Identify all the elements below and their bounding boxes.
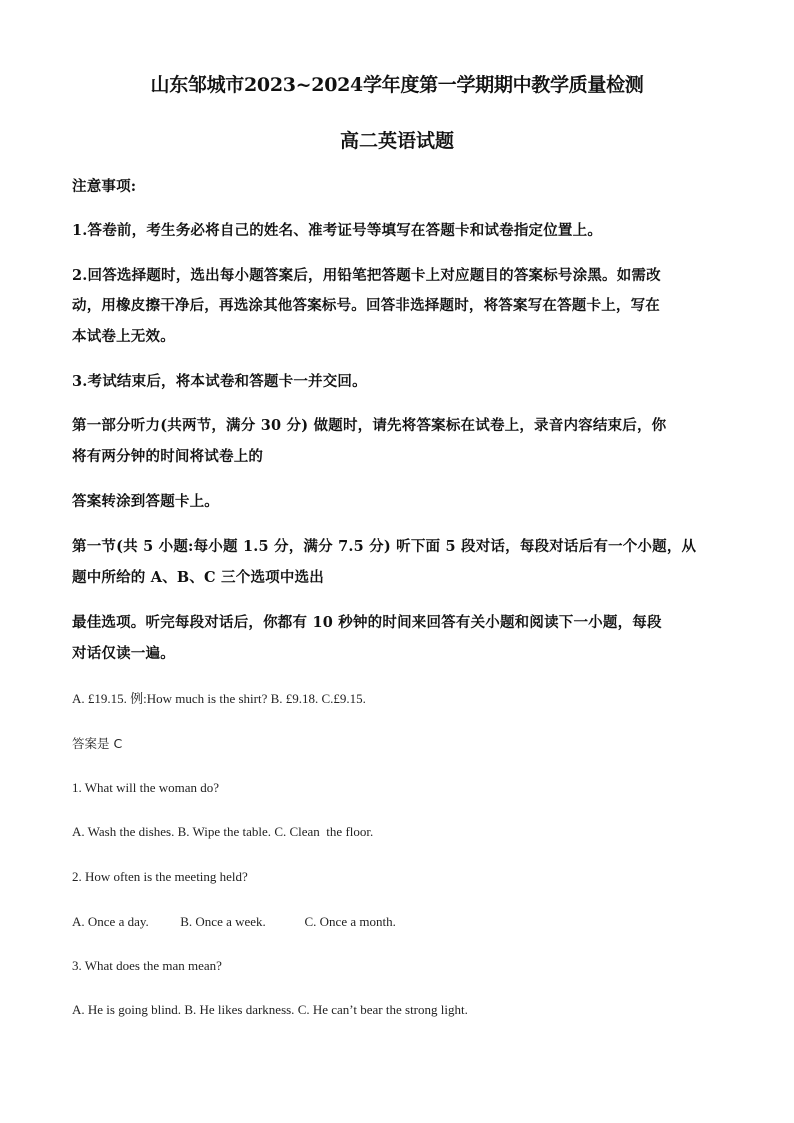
question-3-options xyxy=(72,1001,722,1019)
question-2-stem: 2. How often is the meeting held? xyxy=(72,869,248,884)
example-question: A. £19.15. 例:How much is the shirt? B. £9.18. C.£9.15. xyxy=(72,691,366,706)
question-3-option-b[interactable]: B. He likes darkness. xyxy=(184,1002,295,1017)
question-3-option-a[interactable]: A. He is going blind. xyxy=(72,1002,182,1017)
notice-heading: 注意事项: xyxy=(72,178,137,195)
question-2-option-a[interactable]: A. Once a day. xyxy=(72,914,149,929)
section1-line-2: 题中所给的 A、B、C 三个选项中选出 xyxy=(72,569,324,586)
question-2-option-c[interactable]: C. Once a month. xyxy=(304,914,396,929)
exam-subtitle: 高二英语试题 xyxy=(339,130,454,152)
question-1-option-b[interactable]: B. Wipe the table. xyxy=(177,824,272,839)
part1-line-1: 第一部分听力(共两节，满分 30 分) 做题时，请先将答案标在试卷上，录音内容结束后，你 xyxy=(72,417,667,434)
question-1-option-c[interactable]: C. Clean the floor. xyxy=(274,824,374,839)
question-1-stem: 1. What will the woman do? xyxy=(72,780,220,795)
part1-line-2: 将有两分钟的时间将试卷上的 xyxy=(72,448,264,465)
section1-line-4: 对话仅读一遍。 xyxy=(72,645,175,662)
question-2-options xyxy=(72,913,722,931)
example-answer: 答案是 C xyxy=(72,736,123,751)
notice-item-2-line-1: 2.回答选择题时，选出每小题答案后，用铅笔把答题卡上对应题目的答案标号涂黑。如需改 xyxy=(72,267,661,284)
notice-item-3: 3.考试结束后，将本试卷和答题卡一并交回。 xyxy=(72,373,367,390)
exam-title: 山东邹城市2023~2024学年度第一学期期中教学质量检测 xyxy=(150,74,644,96)
notice-item-1: 1.答卷前，考生务必将自己的姓名、准考证号等填写在答题卡和试卷指定位置上。 xyxy=(72,222,603,239)
notice-item-2-line-3: 本试卷上无效。 xyxy=(72,328,175,345)
section1-line-1: 第一节(共 5 小题:每小题 1.5 分，满分 7.5 分) 听下面 5 段对话，每段对话后有一个小题，从 xyxy=(72,538,697,555)
part1-line-3: 答案转涂到答题卡上。 xyxy=(72,493,219,510)
question-3-stem: 3. What does the man mean? xyxy=(72,958,222,973)
question-1-option-a[interactable]: A. Wash the dishes. xyxy=(72,824,175,839)
question-3-option-c[interactable]: C. He can’t bear the strong light. xyxy=(297,1002,468,1017)
question-2-option-b[interactable]: B. Once a week. xyxy=(180,914,266,929)
section1-line-3: 最佳选项。听完每段对话后，你都有 10 秒钟的时间来回答有关小题和阅读下一小题，每段 xyxy=(72,614,662,631)
notice-item-2-line-2: 动，用橡皮擦干净后，再选涂其他答案标号。回答非选择题时，将答案写在答题卡上，写在 xyxy=(72,297,660,314)
question-1-options xyxy=(72,823,722,841)
